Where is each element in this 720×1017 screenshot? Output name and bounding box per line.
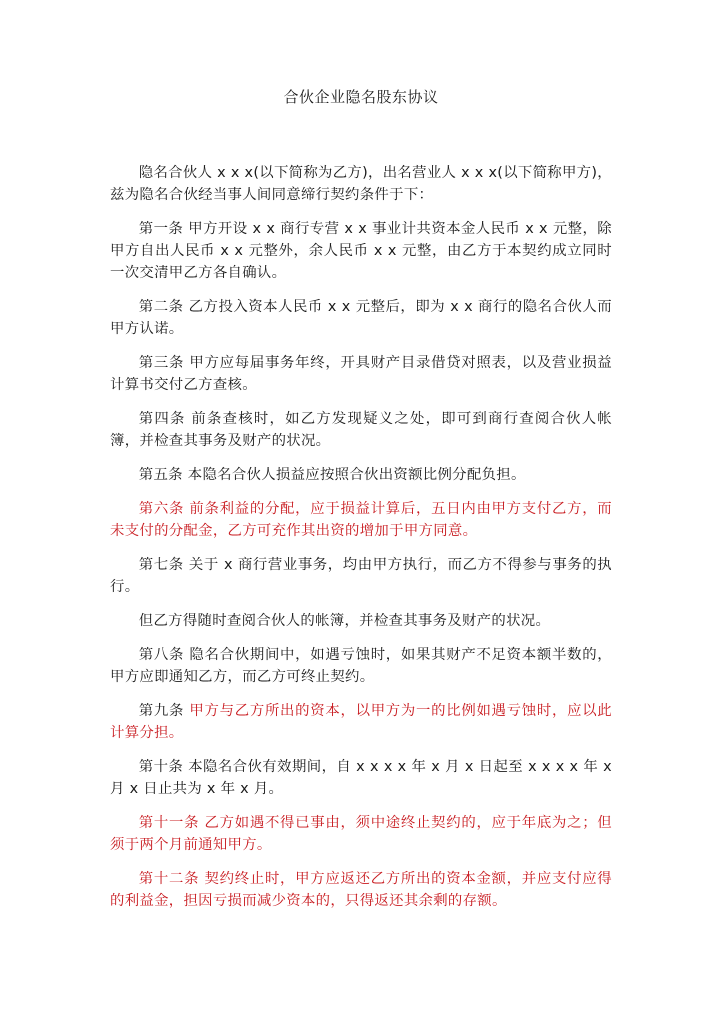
- article-1: [110, 218, 612, 284]
- article-label: 第三条: [138, 355, 185, 371]
- article-text: 甲方开设 x x 商行专营 x x 事业计共资本金人民币 x x 元整，除甲方自出人民币 x x 元整外，余人民币 x x 元整，由乙方于本契约成立同时一次交清甲乙方各自确认。: [110, 221, 612, 281]
- article-3: [110, 352, 612, 396]
- article-7: [110, 554, 612, 598]
- article-10: [110, 756, 612, 800]
- article-label: 第八条: [138, 647, 185, 663]
- article-12: [110, 868, 612, 912]
- article-label: 第五条: [138, 467, 183, 483]
- article-label: 第六条: [138, 501, 185, 517]
- article-label: 第七条: [138, 557, 184, 573]
- paragraph-intro: [110, 162, 612, 206]
- article-label: 第十二条: [138, 871, 200, 887]
- article-6: [110, 498, 612, 542]
- article-label: 第四条: [138, 411, 186, 427]
- document-page: [110, 86, 612, 924]
- article-text: 甲方应每届事务年终，开具财产目录借贷对照表，以及营业损益计算书交付乙方查核。: [110, 355, 612, 393]
- article-label: 第十一条: [138, 815, 200, 831]
- paragraph-text: 隐名合伙人 x x x(以下简称为乙方)，出名营业人 x x x(以下简称甲方)，兹为隐名合伙经当事人间同意缔行契约条件于下：: [110, 165, 612, 203]
- article-11: [110, 812, 612, 856]
- article-text: 乙方如遇不得已事由，须中途终止契约的，应于年底为之；但须于两个月前通知甲方。: [110, 815, 612, 853]
- article-9: [110, 700, 612, 744]
- article-2: [110, 296, 612, 340]
- article-4: [110, 408, 612, 452]
- article-label: 第九条: [138, 703, 185, 719]
- article-text: 隐名合伙期间中，如遇亏蚀时，如果其财产不足资本额半数的，甲方应即通知乙方，而乙方可终止契约。: [110, 647, 612, 685]
- article-text: 本隐名合伙有效期间，自 x x x x 年 x 月 x 日起至 x x x x 年 x 月 x 日止共为 x 年 x 月。: [110, 759, 612, 797]
- article-8: [110, 644, 612, 688]
- article-text: 本隐名合伙人损益应按照合伙出资额比例分配负担。: [182, 467, 526, 483]
- article-label: 第二条: [138, 299, 184, 315]
- article-text: 关于 x 商行营业事务，均由甲方执行，而乙方不得参与事务的执行。: [110, 557, 612, 595]
- article-text: 前条利益的分配，应于损益计算后，五日内由甲方支付乙方，而未支付的分配金，乙方可充作其出资的增加于甲方同意。: [110, 501, 612, 539]
- article-label: 第十条: [138, 759, 184, 775]
- document-title: 合伙企业隐名股东协议: [283, 88, 439, 106]
- article-text: 契约终止时，甲方应返还乙方所出的资本金额，并应支付应得的利益金，担因亏损而减少资本的，只得返还其余剩的存额。: [110, 871, 612, 909]
- article-7-continuation: [110, 610, 612, 632]
- article-text: 乙方投入资本人民币 x x 元整后，即为 x x 商行的隐名合伙人而甲方认诺。: [110, 299, 612, 337]
- article-text: 前条查核时，如乙方发现疑义之处，即可到商行查阅合伙人帐簿，并检查其事务及财产的状况。: [110, 411, 612, 449]
- article-text: 甲方与乙方所出的资本，以甲方为一的比例如遇亏蚀时，应以此计算分担。: [110, 703, 612, 741]
- article-5: [110, 464, 612, 486]
- paragraph-text: 但乙方得随时查阅合伙人的帐簿，并检查其事务及财产的状况。: [138, 613, 551, 629]
- article-label: 第一条: [138, 221, 184, 237]
